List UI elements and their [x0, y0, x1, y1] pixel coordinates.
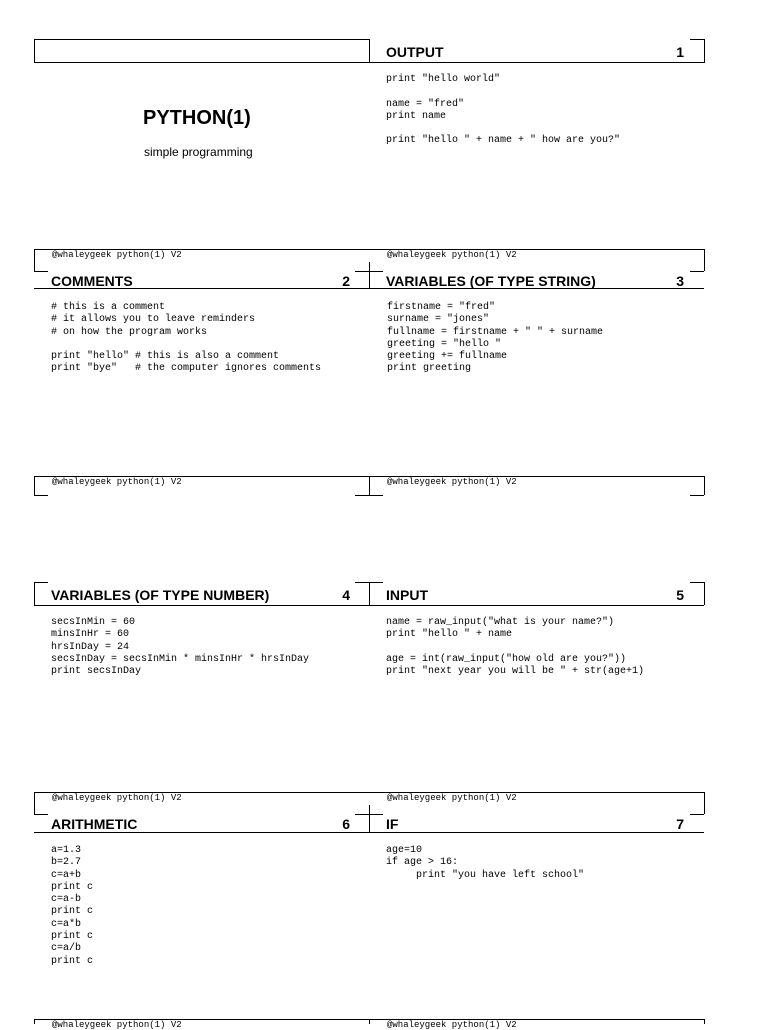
card-5-number: 5 [676, 587, 684, 603]
card-7-code: age=10 if age > 16: print "you have left school" [386, 845, 585, 881]
card-7-footer: @whaleygeek python(1) V2 [387, 1020, 517, 1030]
card-4-code: secsInMin = 60 minsInHr = 60 hrsInDay = 24 secsInDay = secsInMin * minsInHr * hrsInDay print secsInDay [51, 617, 310, 678]
cover-title: PYTHON(1) [143, 107, 251, 129]
card-4-title: VARIABLES (OF TYPE NUMBER) [51, 587, 270, 603]
card-0-footer: @whaleygeek python(1) V2 [52, 250, 182, 260]
card-3-number: 3 [676, 273, 684, 289]
card-7-number: 7 [676, 816, 684, 832]
card-1-title: OUTPUT [386, 44, 444, 60]
card-4-footer: @whaleygeek python(1) V2 [52, 793, 182, 803]
card-5-title: INPUT [386, 587, 428, 603]
card-6-title: ARITHMETIC [51, 816, 138, 832]
card-6-code: a=1.3 b=2.7 c=a+b print c c=a-b print c c=a*b print c c=a/b print c [51, 845, 94, 967]
card-5-footer: @whaleygeek python(1) V2 [387, 793, 517, 803]
card-1-code: print "hello world" name = "fred" print name print "hello " + name + " how are you?" [386, 74, 621, 147]
card-7-title: IF [386, 816, 399, 832]
card-6-number: 6 [342, 816, 350, 832]
card-2-number: 2 [342, 273, 350, 289]
card-2-code: # this is a comment # it allows you to leave reminders # on how the program works print "hello" # this is also a comment print "bye" # the computer ignores comments [51, 302, 322, 375]
card-2-footer: @whaleygeek python(1) V2 [52, 477, 182, 487]
card-2-title: COMMENTS [51, 273, 133, 289]
card-1-number: 1 [676, 44, 684, 60]
card-1-footer: @whaleygeek python(1) V2 [387, 250, 517, 260]
cover-subtitle: simple programming [144, 145, 253, 159]
card-4-number: 4 [342, 587, 350, 603]
card-3-code: firstname = "fred" surname = "jones" fullname = firstname + " " + surname greeting = "hello " greeting += fullname print greeting [387, 302, 604, 375]
card-3-title: VARIABLES (OF TYPE STRING) [386, 273, 596, 289]
card-5-code: name = raw_input("what is your name?") print "hello " + name age = int(raw_input("how old are you?")) print "next year you will be " + str(age+1) [386, 617, 645, 678]
card-3-footer: @whaleygeek python(1) V2 [387, 477, 517, 487]
card-6-footer: @whaleygeek python(1) V2 [52, 1020, 182, 1030]
